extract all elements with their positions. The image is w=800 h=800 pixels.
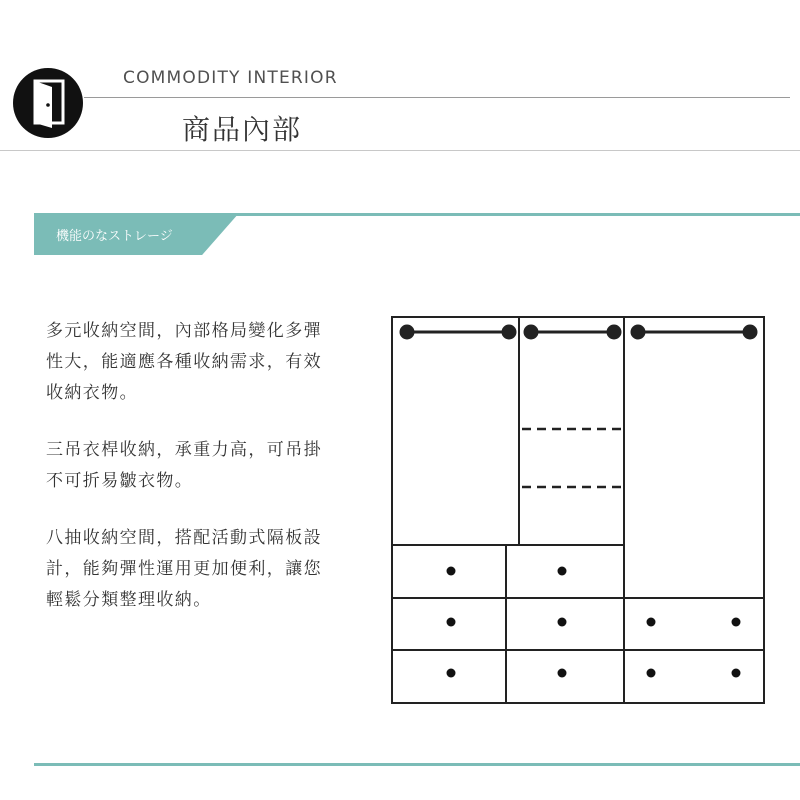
drawer-knob [447,669,456,678]
drawer-knob [647,618,656,627]
drawer-knob [558,567,567,576]
drawer-knob [732,618,741,627]
section-bar [34,213,800,255]
description-paragraph [46,316,376,409]
wardrobe-diagram [388,312,770,708]
drawer-knob [447,567,456,576]
section-label: 機能のなストレージ [56,229,173,244]
door-logo-icon [12,67,84,139]
header-title-cn: 商品內部 [182,113,303,146]
description-line: 不可折易皺衣物。 [46,471,194,491]
drawer-knob [447,618,456,627]
description-paragraph [46,523,376,616]
rod-end [503,326,515,338]
rod-end [632,326,644,338]
drawer-knob [647,669,656,678]
footer-accent-line [34,763,800,766]
header-subtitle-en: COMMODITY INTERIOR [123,68,338,88]
drawer-knob [732,669,741,678]
description-line: 多元收納空間，內部格局變化多彈 [46,321,322,341]
description-line: 八抽收納空間，搭配活動式隔板設 [46,528,322,548]
rod-end [525,326,537,338]
rod-end [608,326,620,338]
description-line: 三吊衣桿收納，承重力高，可吊掛 [46,440,322,460]
header-divider-top [84,97,790,98]
wardrobe-frame [392,317,764,703]
description-line: 輕鬆分類整理收納。 [46,590,212,610]
description-line: 性大，能適應各種收納需求，有效 [46,352,322,372]
description-line: 計，能夠彈性運用更加便利，讓您 [46,559,322,579]
header-divider-bottom [0,150,800,151]
rod-end [744,326,756,338]
drawer-knob [558,618,567,627]
rod-end [401,326,413,338]
drawer-knob [558,669,567,678]
description-line: 收納衣物。 [46,383,138,403]
description [46,316,376,642]
description-paragraph [46,435,376,497]
